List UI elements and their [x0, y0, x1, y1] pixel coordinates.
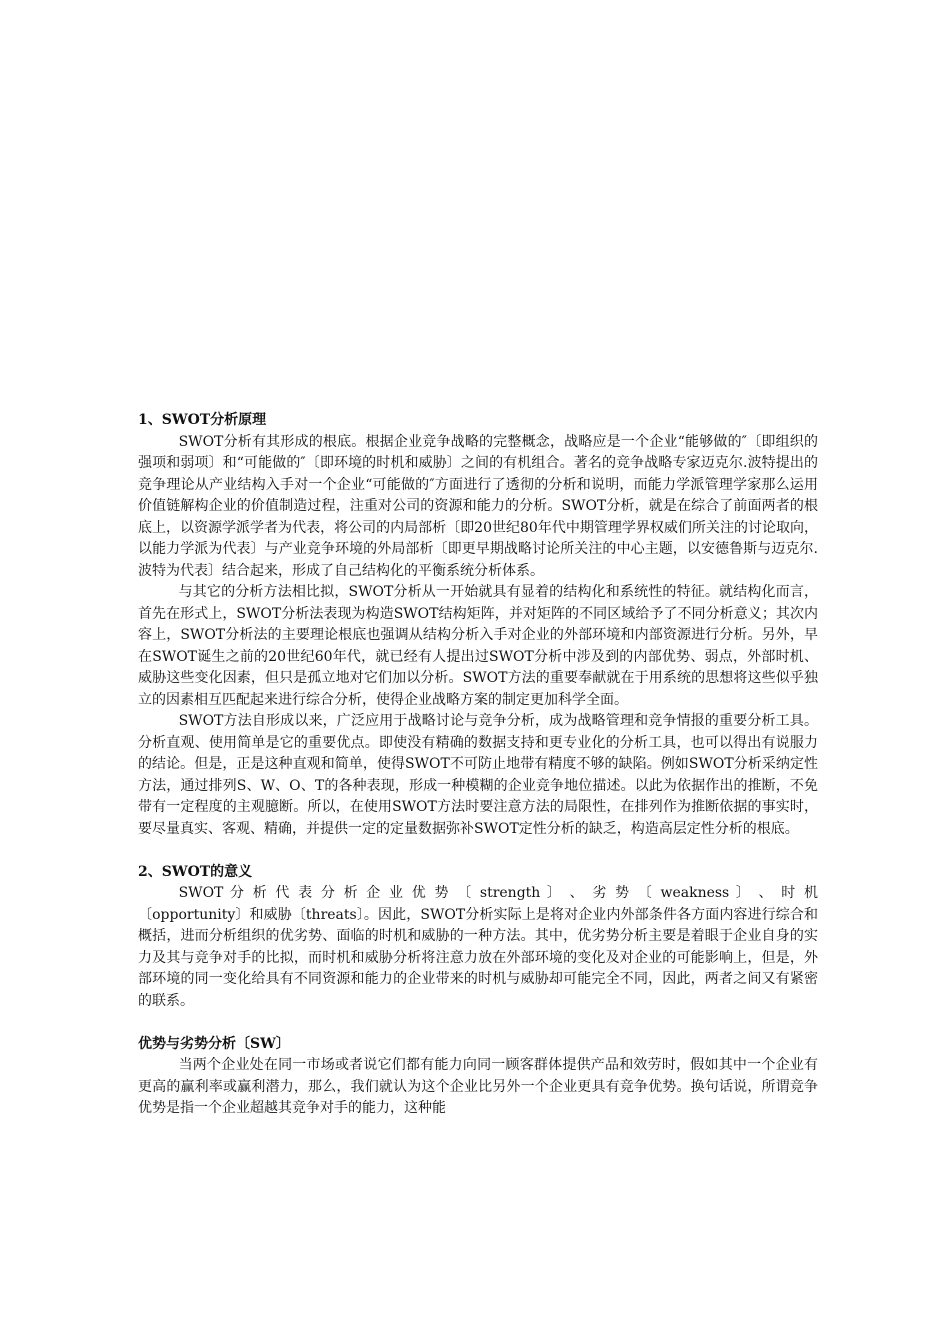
document-body: [138, 410, 818, 1120]
paragraph: 与其它的分析方法相比拟，SWOT分析从一开始就具有显着的结构化和系统性的特征。就结构化而言，首先在形式上，SWOT分析法表现为构造SWOT结构矩阵，并对矩阵的不同区域给予了不同分析意义；其次内容上，SWOT分析法的主要理论根底也强调从结构分析入手对企业的外部环境和内部资源进行分析。另外，早在SWOT诞生之前的20世纪60年代，就已经有人提出过SWOT分析中涉及到的内部优势、弱点，外部时机、威胁这些变化因素，但只是孤立地对它们加以分析。SWOT方法的重要奉献就在于用系统的思想将这些似乎独立的因素相互匹配起来进行综合分析，使得企业战略方案的制定更加科学全面。: [138, 584, 818, 708]
section-heading: 优势与劣势分析〔SW〕: [138, 1035, 290, 1052]
paragraph: SWOT方法自形成以来，广泛应用于战略讨论与竞争分析，成为战略管理和竞争情报的重要分析工具。分析直观、使用简单是它的重要优点。即使没有精确的数据支持和更专业化的分析工具，也可以得出有说服力的结论。但是，正是这种直观和简单，使得SWOT不可防止地带有精度不够的缺陷。例如SWOT分析采纳定性方法，通过排列S、W、O、T的各种表现，形成一种模糊的企业竞争地位描述。以此为依据作出的推断，不免带有一定程度的主观臆断。所以，在使用SWOT方法时要注意方法的局限性，在排列作为推断依据的事实时，要尽量真实、客观、精确，并提供一定的定量数据弥补SWOT定性分析的缺乏，构造高层定性分析的根底。: [138, 713, 818, 837]
section-heading: 2、SWOT的意义: [138, 863, 253, 880]
section-sw-analysis: [138, 1034, 818, 1120]
section-swot-meaning: [138, 862, 818, 1013]
section-spacer: [138, 840, 818, 862]
section-heading: 1、SWOT分析原理: [138, 412, 267, 428]
paragraph: 当两个企业处在同一市场或者说它们都有能力向同一顾客群体提供产品和效劳时，假如其中一个企业有更高的赢利率或赢利潜力，那么，我们就认为这个企业比另外一个企业更具有竞争优势。换句话说，所谓竞争优势是指一个企业超越其竞争对手的能力，这种能: [138, 1057, 818, 1116]
section-spacer: [138, 1012, 818, 1034]
paragraph: SWOT 分 析 代 表 分 析 企 业 优 势 〔 strength 〕 、 劣 势 〔 weakness 〕 、 时 机〔opportunity〕和威胁〔threats〕。因此，SWOT分析实际上是将对企业内外部条件各方面内容进行综合和概括，进而分析组织的优劣势、面临的时机和威胁的一种方法。其中，优劣势分析主要是着眼于企业自身的实力及其与竞争对手的比拟，而时机和威胁分析将注意力放在外部环境的变化及对企业的可能影响上，但是，外部环境的同一变化给具有不同资源和能力的企业带来的时机与威胁却可能完全不同，因此，两者之间又有紧密的联系。: [138, 885, 818, 1009]
section-swot-principle: [138, 410, 818, 840]
paragraph: SWOT分析有其形成的根底。根据企业竞争战略的完整概念，战略应是一个企业“能够做的″〔即组织的强项和弱项〕和“可能做的″〔即环境的时机和威胁〕之间的有机组合。著名的竞争战略专家迈克尔.波特提出的竞争理论从产业结构入手对一个企业“可能做的″方面进行了透彻的分析和说明，而能力学派管理学家那么运用价值链解构企业的价值制造过程，注重对公司的资源和能力的分析。SWOT分析，就是在综合了前面两者的根底上，以资源学派学者为代表，将公司的内局部析〔即20世纪80年代中期管理学界权威们所关注的讨论取向，以能力学派为代表〕与产业竞争环境的外局部析〔即更早期战略讨论所关注的中心主题，以安德鲁斯与迈克尔.波特为代表〕结合起来，形成了自己结构化的平衡系统分析体系。: [138, 433, 818, 579]
